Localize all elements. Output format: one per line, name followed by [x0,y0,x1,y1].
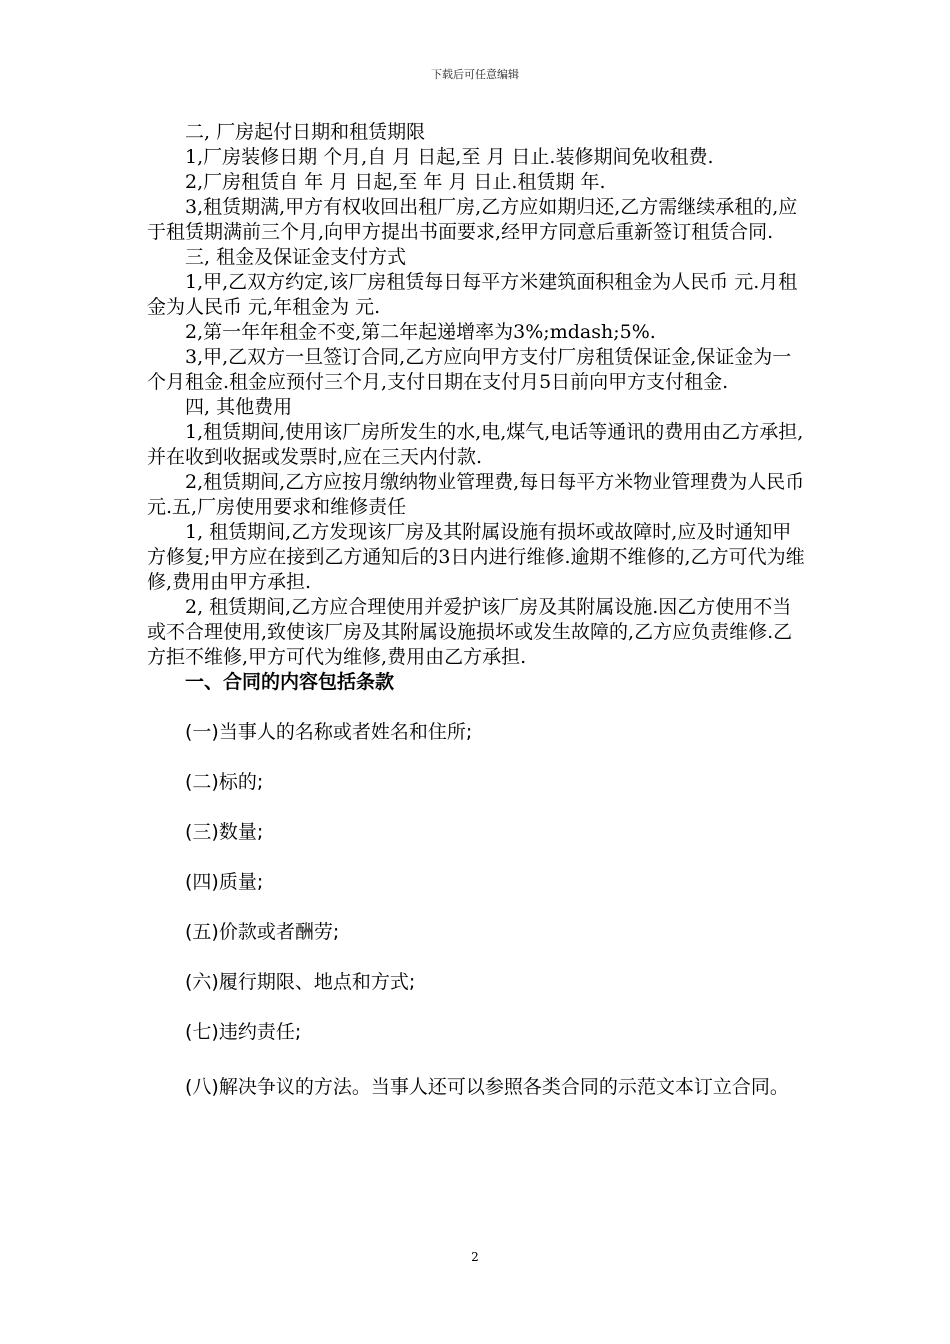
section-heading-rent-deposit: 三, 租金及保证金支付方式 [185,246,407,268]
contract-clauses-heading: 一、合同的内容包括条款 [185,671,395,693]
paragraph-lessee-repair: 2, 租赁期间,乙方应合理使用并爱护该厂房及其附属设施.因乙方使用不当或不合理使用,致使该厂房及其附属设施损坏或发生故障的,乙方应负责维修.乙方拒不维修,甲方可代为维修,费用由乙方承担. [147,596,793,668]
page-number: 2 [471,1250,479,1264]
paragraph-renovation-period: 1,厂房装修日期 个月,自 月 日起,至 月 日止.装修期间免收租费. [185,146,714,168]
contract-item: (四)质量; [185,871,264,893]
paragraph-lease-expiry: 3,租赁期满,甲方有权收回出租厂房,乙方应如期归还,乙方需继续承租的,应于租赁期满前三个月,向甲方提出书面要求,经甲方同意后重新签订租赁合同. [147,196,798,243]
section-heading-other-fees: 四, 其他费用 [185,396,293,418]
paragraph-deposit: 3,甲,乙双方一旦签订合同,乙方应向甲方支付厂房租赁保证金,保证金为一个月租金.租金应预付三个月,支付日期在支付月5日前向甲方支付租金. [147,346,792,393]
paragraph-property-fees: 2,租赁期间,乙方应按月缴纳物业管理费,每日每平方米物业管理费为人民币 元.五,厂房使用要求和维修责任 [147,471,805,518]
paragraph-lease-period: 2,厂房租赁自 年 月 日起,至 年 月 日止.租赁期 年. [185,171,606,193]
paragraph-utility-fees: 1,租赁期间,使用该厂房所发生的水,电,煤气,电话等通讯的费用由乙方承担,并在收到收据或发票时,应在三天内付款. [147,421,804,468]
paragraph-rent-increase: 2,第一年年租金不变,第二年起递增率为3%;mdash;5%. [185,321,656,343]
header-note: 下载后可任意编辑 [431,68,519,81]
dispute-resolution-paragraph: (八)解决争议的方法。当事人还可以参照各类合同的示范文本订立合同。 [185,1076,789,1098]
paragraph-rent-amount: 1,甲,乙双方约定,该厂房租赁每日每平方米建筑面积租金为人民币 元.月租金为人民币 元,年租金为 元. [147,271,798,318]
contract-item: (三)数量; [185,821,264,843]
document-body [147,120,807,1104]
paragraph-lessor-repair: 1, 租赁期间,乙方发现该厂房及其附属设施有损坏或故障时,应及时通知甲方修复;甲方应在接到乙方通知后的3日内进行维修.逾期不维修的,乙方可代为维修,费用由甲方承担. [147,521,805,593]
contract-item: (六)履行期限、地点和方式; [185,971,416,993]
contract-item: (一)当事人的名称或者姓名和住所; [185,721,473,743]
contract-item: (二)标的; [185,771,264,793]
section-heading-lease-term: 二, 厂房起付日期和租赁期限 [185,121,426,143]
contract-item: (七)违约责任; [185,1021,302,1043]
contract-item: (五)价款或者酬劳; [185,921,340,943]
